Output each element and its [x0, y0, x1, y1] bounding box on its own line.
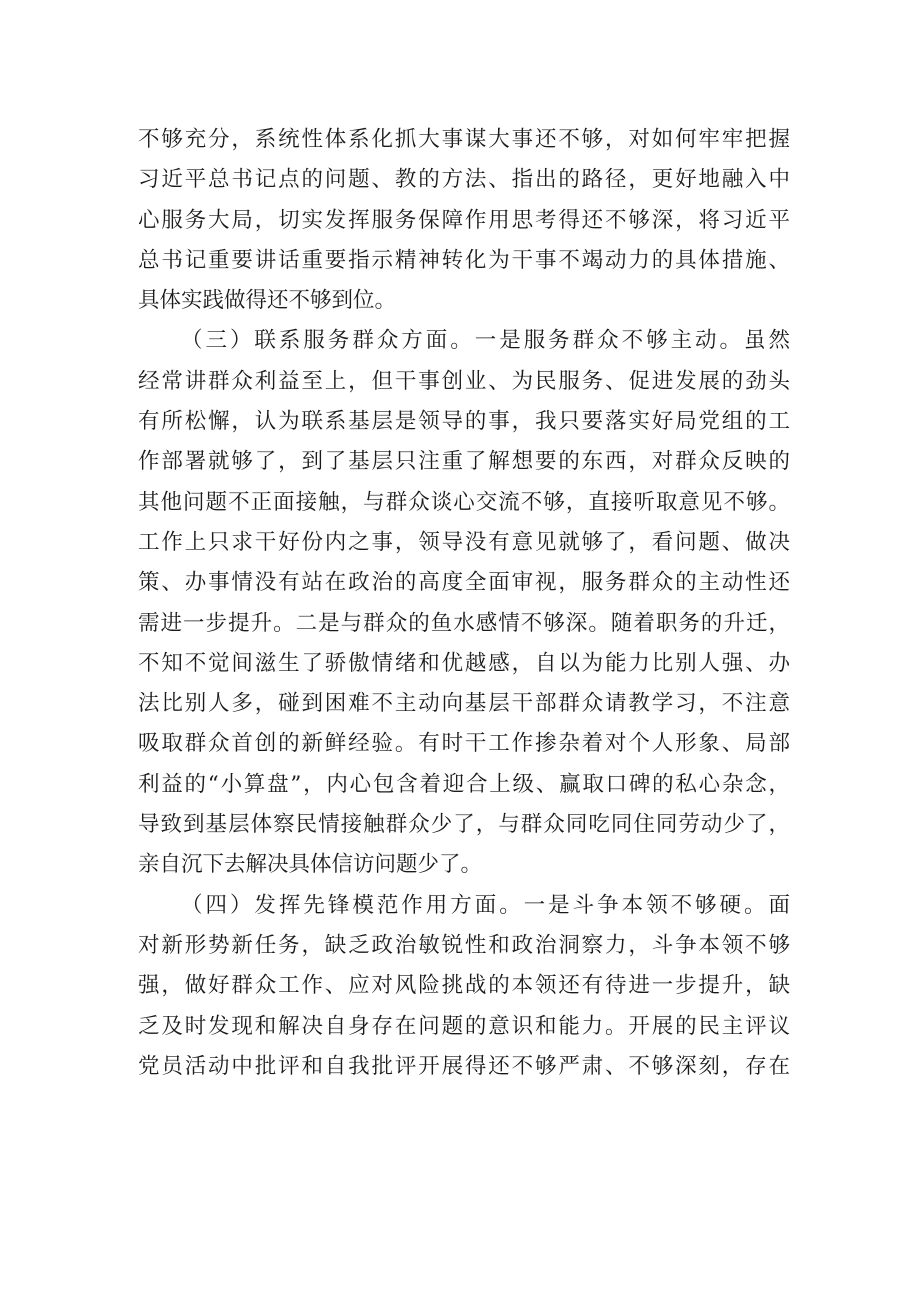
paragraph-line: 亲自沉下去解决具体信访问题少了。	[138, 852, 483, 878]
paragraph-line: 党员活动中批评和自我批评开展得还不够严肃、不够深刻，存在	[138, 1053, 790, 1079]
paragraph-line: 具体实践做得还不够到位。	[138, 288, 397, 314]
paragraph-line: 作部署就够了，到了基层只注重了解想要的东西，对群众反映的	[138, 449, 790, 475]
paragraph-line: 其他问题不正面接触，与群众谈心交流不够，直接听取意见不够。	[138, 489, 790, 515]
paragraph-line: 总书记重要讲话重要指示精神转化为干事不竭动力的具体措施、	[138, 247, 790, 273]
paragraph-line: 导致到基层体察民情接触群众少了，与群众同吃同住同劳动少了，	[138, 812, 790, 838]
paragraph-line: 需进一步提升。二是与群众的鱼水感情不够深。随着职务的升迁，	[138, 610, 790, 636]
paragraph-line: 强，做好群众工作、应对风险挑战的本领还有待进一步提升，缺	[138, 973, 790, 999]
paragraph-line: 吸取群众首创的新鲜经验。有时干工作掺杂着对个人形象、局部	[138, 731, 790, 757]
paragraph-line: 工作上只求干好份内之事，领导没有意见就够了，看问题、做决	[138, 529, 790, 555]
paragraph-line: （三）联系服务群众方面。一是服务群众不够主动。虽然	[181, 328, 790, 354]
paragraph-line: 习近平总书记点的问题、教的方法、指出的路径，更好地融入中	[138, 167, 790, 193]
paragraph-line: 不够充分，系统性体系化抓大事谋大事还不够，对如何牢牢把握	[138, 127, 790, 152]
paragraph-line: （四）发挥先锋模范作用方面。一是斗争本领不够硬。面	[181, 892, 790, 918]
paragraph-line: 乏及时发现和解决自身存在问题的意识和能力。开展的民主评议	[138, 1013, 790, 1039]
document-body	[138, 120, 790, 1087]
paragraph-line: 利益的“小算盘”，内心包含着迎合上级、赢取口碑的私心杂念，	[138, 771, 790, 797]
paragraph-line: 不知不觉间滋生了骄傲情绪和优越感，自以为能力比别人强、办	[138, 650, 790, 676]
paragraph	[138, 886, 790, 1087]
paragraph-line: 法比别人多，碰到困难不主动向基层干部群众请教学习，不注意	[138, 691, 790, 717]
paragraph	[138, 321, 790, 885]
paragraph-line: 策、办事情没有站在政治的高度全面审视，服务群众的主动性还	[138, 570, 790, 596]
paragraph-line: 心服务大局，切实发挥服务保障作用思考得还不够深，将习近平	[138, 207, 790, 233]
paragraph-line: 有所松懈，认为联系基层是领导的事，我只要落实好局党组的工	[138, 409, 790, 435]
paragraph	[138, 120, 790, 321]
paragraph-line: 对新形势新任务，缺乏政治敏锐性和政治洞察力，斗争本领不够	[138, 932, 790, 958]
paragraph-line: 经常讲群众利益至上，但干事创业、为民服务、促进发展的劲头	[138, 368, 790, 394]
